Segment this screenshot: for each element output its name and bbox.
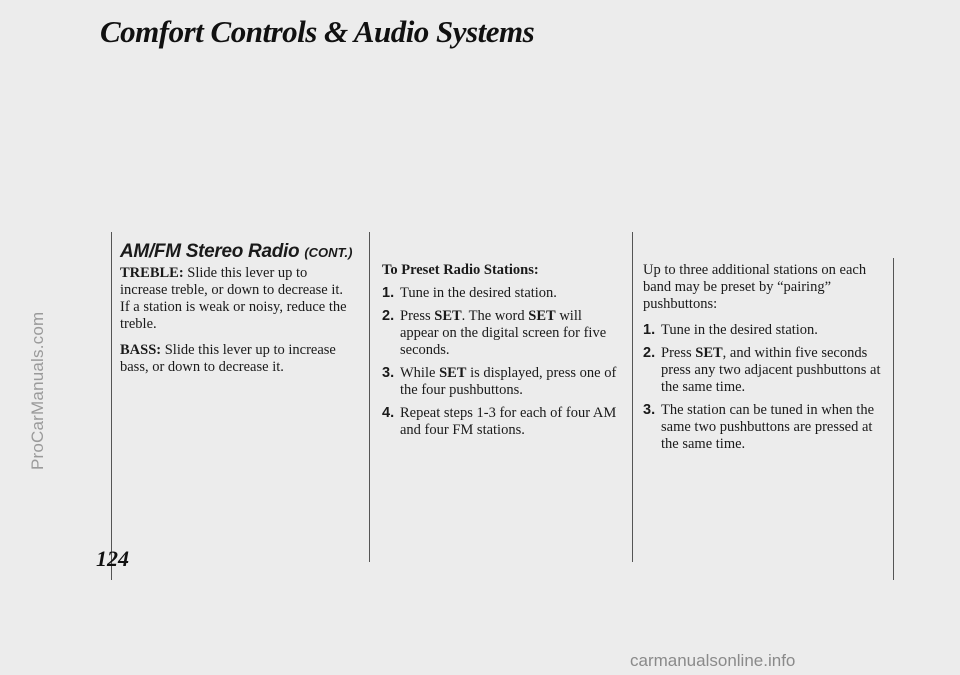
list-item [382, 308, 622, 359]
bass-label: BASS: [120, 342, 162, 358]
preset-heading: To Preset Radio Stations: [382, 262, 539, 278]
divider-right [893, 258, 894, 580]
set-keyword: SET [439, 365, 467, 381]
column-2 [382, 262, 622, 445]
divider-col3 [632, 232, 633, 562]
step-text-part: , and within five seconds press any two adjacent pushbuttons at the same time. [661, 345, 881, 395]
preset-steps [382, 285, 622, 439]
step-text-part: will appear on the digital screen for five seconds. [400, 308, 607, 358]
list-item [643, 345, 883, 396]
step-number: 1. [643, 322, 656, 338]
step-text-part: While [400, 365, 440, 381]
step-number: 2. [643, 345, 656, 361]
step-text [661, 402, 883, 453]
step-text-part: Tune in the desired station. [400, 285, 557, 301]
step-number: 4. [382, 405, 395, 421]
step-text-part: Tune in the desired station. [661, 322, 818, 338]
pairing-steps [643, 322, 883, 453]
step-text [661, 345, 883, 396]
step-text-part: Press [400, 308, 435, 324]
divider-col2 [369, 232, 370, 562]
treble-text: Slide this lever up to increase treble, or down to decrease it. If a station is weak or noisy, reduce the treble. [120, 265, 347, 332]
bass-text: Slide this lever up to increase bass, or down to decrease it. [120, 342, 336, 375]
footer-watermark: carmanualsonline.info [630, 651, 796, 670]
divider-left [111, 232, 112, 580]
step-text-part: The station can be tuned in when the same two pushbuttons are pressed at the same time. [661, 402, 875, 452]
step-text [400, 308, 622, 359]
step-text-part: Repeat steps 1-3 for each of four AM and four FM stations. [400, 405, 617, 438]
step-text [400, 365, 622, 399]
section-heading-text: AM/FM Stereo Radio [120, 241, 300, 262]
pairing-intro: Up to three additional stations on each band may be preset by “pairing” pushbuttons: [643, 262, 867, 312]
treble-label: TREBLE: [120, 265, 184, 281]
list-item [382, 365, 622, 399]
list-item [382, 285, 622, 302]
step-text-part: Press [661, 345, 696, 361]
step-text-part: is displayed, press one of the four pushbuttons. [400, 365, 617, 398]
list-item [643, 402, 883, 453]
set-keyword: SET [528, 308, 556, 324]
step-text [400, 405, 622, 439]
treble-paragraph [120, 265, 356, 333]
set-keyword: SET [434, 308, 462, 324]
step-text [400, 285, 557, 302]
section-heading-cont: (CONT.) [304, 245, 353, 260]
list-item [382, 405, 622, 439]
column-3 [643, 262, 883, 459]
set-keyword: SET [695, 345, 723, 361]
step-number: 1. [382, 285, 395, 301]
page-title: Comfort Controls & Audio Systems [100, 14, 535, 49]
page-number: 124 [96, 546, 129, 571]
column-1 [120, 243, 356, 385]
step-text [661, 322, 818, 339]
side-watermark: ProCarManuals.com [28, 311, 47, 470]
step-number: 3. [382, 365, 395, 381]
step-text-part: . The word [461, 308, 529, 324]
section-heading [120, 243, 356, 261]
list-item [643, 322, 883, 339]
step-number: 3. [643, 402, 656, 418]
bass-paragraph [120, 342, 356, 376]
step-number: 2. [382, 308, 395, 324]
